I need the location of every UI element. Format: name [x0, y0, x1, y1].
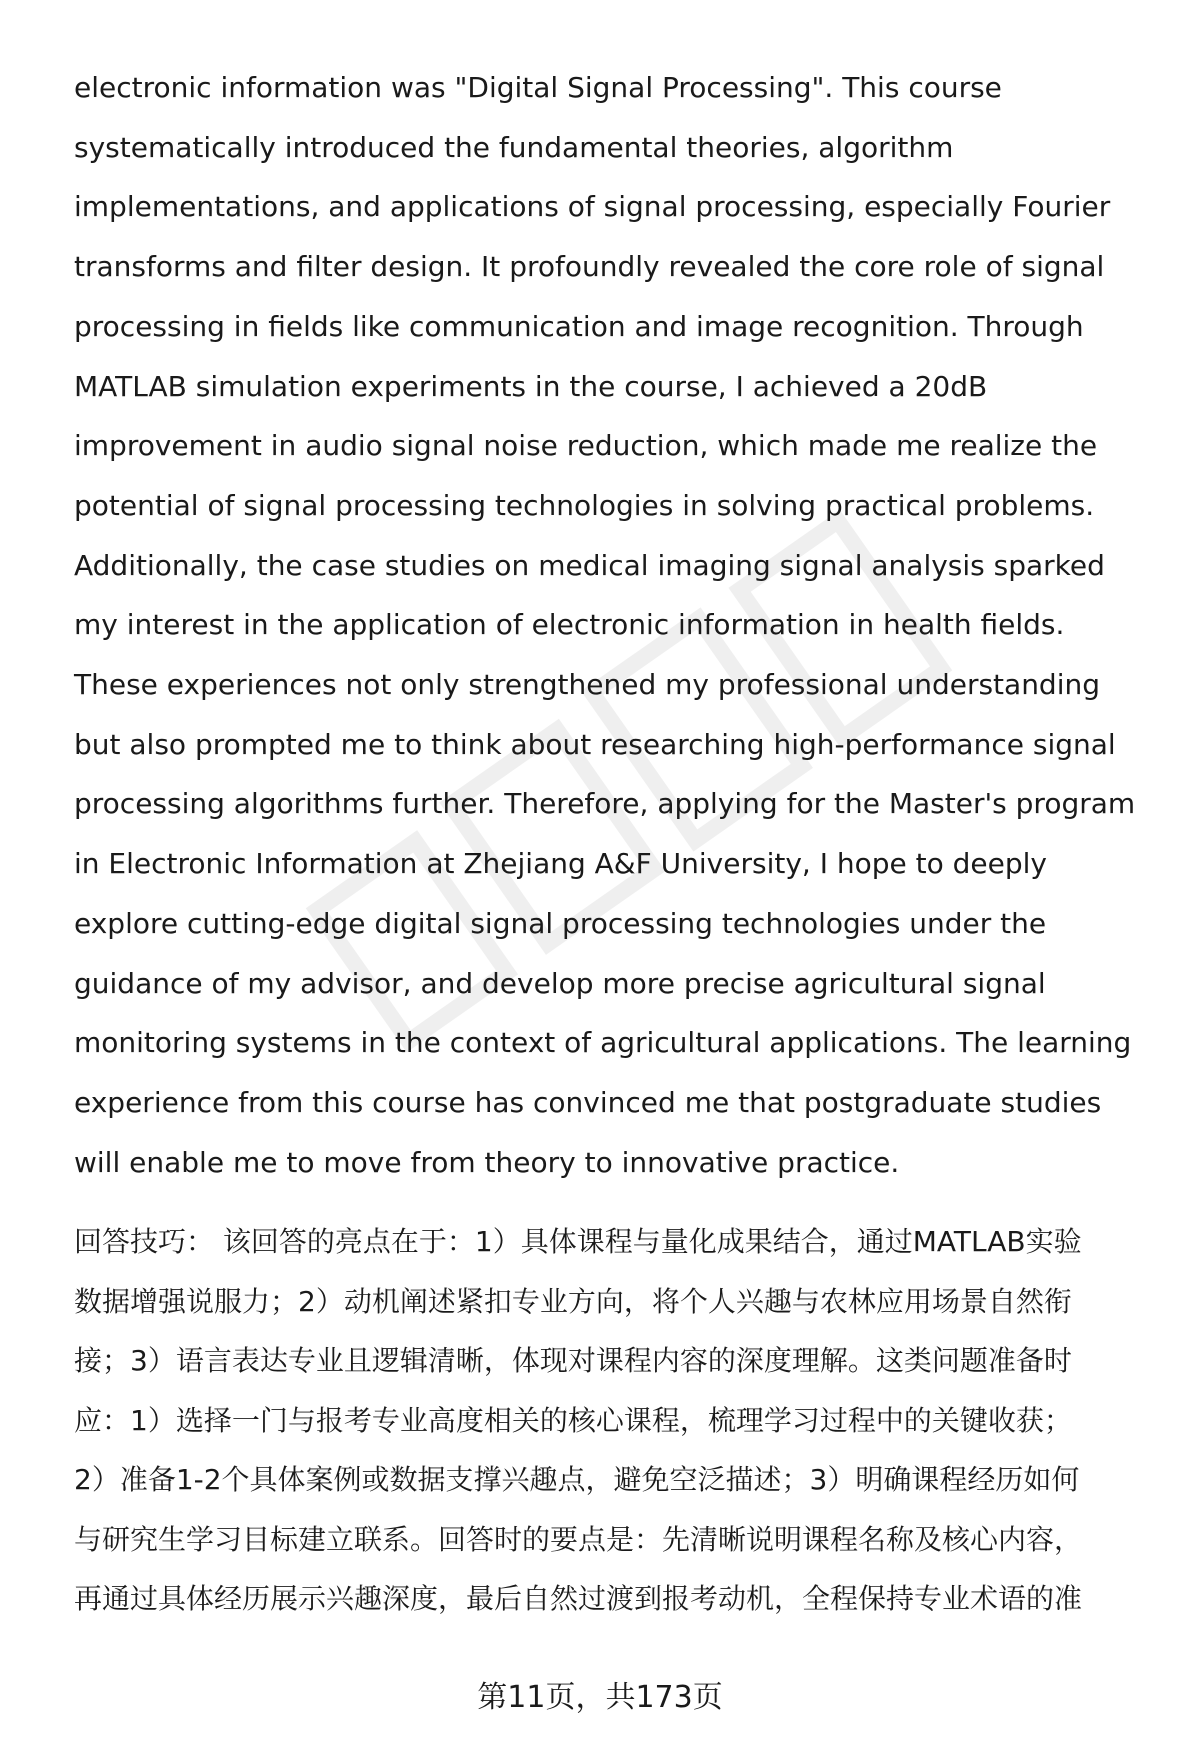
english-answer-paragraph: electronic information was "Digital Signal Processing". This course systematically introduced the fundamental theories, algorithm implementations, and applications of signal processing, especially Fourier transforms and filter design. It profoundly revealed the core role of signal processing in fields like communication and image recognition. Through MATLAB simulation experiments in the course, I achieved a 20dB improvement in audio signal noise reduction, which made me realize the potential of signal processing technologies in solving practical problems. Additionally, the case studies on medical imaging signal analysis sparked my interest in the application of electronic information in health fields. These experiences not only strengthened my professional understanding but also prompted me to think about researching high-performance signal processing algorithms further. Therefore, applying for the Master's program in Electronic Information at Zhejiang A&F University, I hope to deeply explore cutting-edge digital signal processing technologies under the guidance of my advisor, and develop more precise agricultural signal monitoring systems in the context of agricultural applications. The learning experience from this course has convinced me that postgraduate studies will enable me to move from theory to innovative practice.	[74, 71, 1136, 1179]
content-area	[74, 58, 1164, 1629]
page-number-footer: 第11页，共173页	[477, 1680, 723, 1715]
answer-tips-paragraph: 回答技巧： 该回答的亮点在于：1）具体课程与量化成果结合，通过MATLAB实验 数据增强说服力；2）动机阐述紧扣专业方向，将个人兴趣与农林应用场景自然衔 接；3）语言表达专业且逻辑清晰，体现对课程内容的深度理解。这类问题准备时 应：1）选择一门与报考专业高度相关的核心课程，梳理学习过程中的关键收获； 2）准备1-2个具体案例或数据支撑兴趣点，避免空泛描述；3）明确课程经历如何 与研究生学习目标建立联系。回答时的要点是：先清晰说明课程名称及核心内容， 再通过具体经历展示兴趣深度，最后自然过渡到报考动机，全程保持专业术语的准	[74, 1225, 1083, 1616]
